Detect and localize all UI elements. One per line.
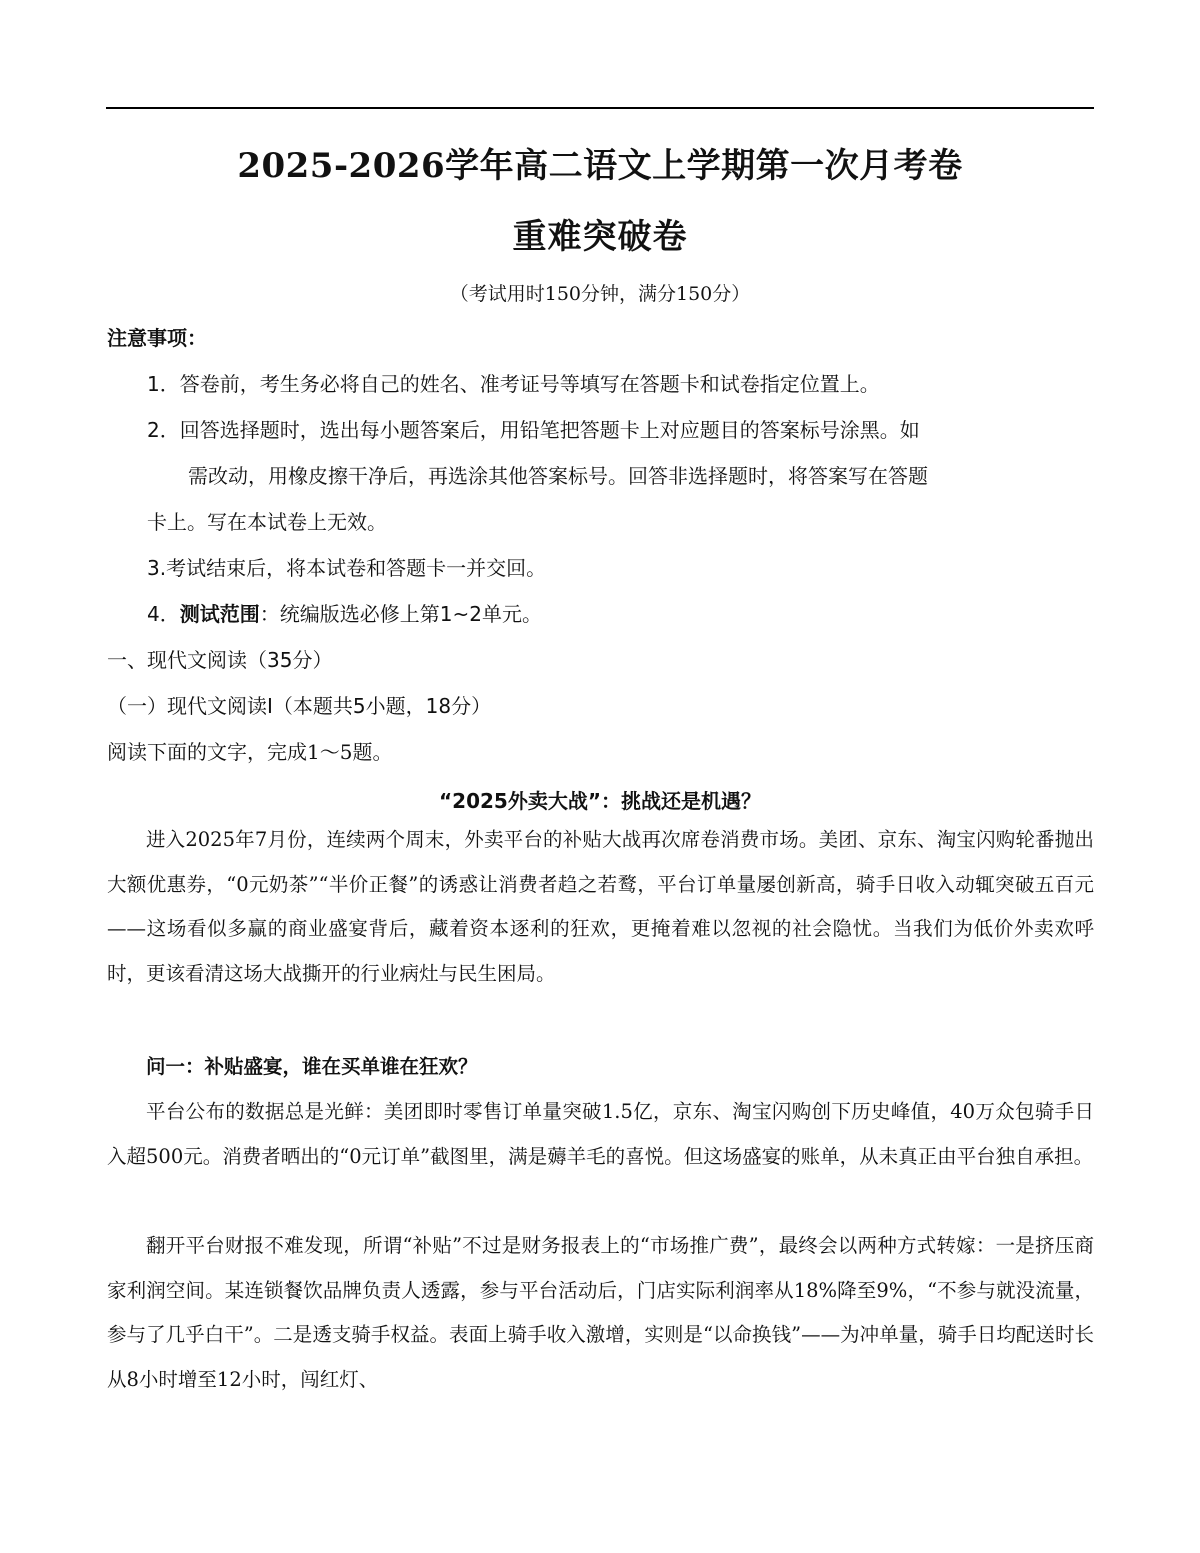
notice-item-2-line-1: 2．回答选择题时，选出每小题答案后，用铅笔把答题卡上对应题目的答案标号涂黑。如 xyxy=(147,418,920,442)
notice-item-2-line-2: 需改动，用橡皮擦干净后，再选涂其他答案标号。回答非选择题时，将答案写在答题 xyxy=(188,464,928,488)
notice-item-4-prefix: 4． xyxy=(147,602,180,626)
exam-subtitle: 重难突破卷 xyxy=(512,217,688,257)
article-subheading-1: 问一：补贴盛宴，谁在买单谁在狂欢？ xyxy=(146,1055,478,1078)
notice-item-4-label: 测试范围 xyxy=(179,602,260,626)
notice-item-4 xyxy=(147,602,542,626)
article-paragraph-2: 平台公布的数据总是光鲜：美团即时零售订单量突破1.5亿，京东、淘宝闪购创下历史峰值，40万众包骑手日入超500元。消费者晒出的“0元订单”截图里，满是薅羊毛的喜悦。但这场盛宴的账单，从未真正由平台独自承担。 xyxy=(107,1100,1094,1168)
article-title: “2025外卖大战”：挑战还是机遇？ xyxy=(439,789,761,813)
section-sub-heading: （一）现代文阅读Ⅰ（本题共5小题，18分） xyxy=(107,694,492,718)
notice-heading: 注意事项： xyxy=(107,326,207,350)
notice-item-4-text: ：统编版选必修上第1~2单元。 xyxy=(259,602,542,626)
article-paragraph-3: 翻开平台财报不难发现，所谓“补贴”不过是财务报表上的“市场推广费”，最终会以两种方式转嫁：一是挤压商家利润空间。某连锁餐饮品牌负责人透露，参与平台活动后，门店实际利润率从18%降至9%，“不参与就没流量，参与了几乎白干”。二是透支骑手权益。表面上骑手收入激增，实则是“以命换钱”——为冲单量，骑手日均配送时长从8小时增至12小时，闯红灯、 xyxy=(107,1234,1094,1391)
exam-title: 2025-2026学年高二语文上学期第一次月考卷 xyxy=(237,146,963,186)
header-rule xyxy=(106,107,1094,109)
exam-info: （考试用时150分钟，满分150分） xyxy=(449,283,751,305)
article-paragraph-1: 进入2025年7月份，连续两个周末，外卖平台的补贴大战再次席卷消费市场。美团、京东、淘宝闪购轮番抛出大额优惠券，“0元奶茶”“半价正餐”的诱惑让消费者趋之若鹜，平台订单量屡创新高，骑手日收入动辄突破五百元——这场看似多赢的商业盛宴背后，藏着资本逐利的狂欢，更掩着难以忽视的社会隐忧。当我们为低价外卖欢呼时，更该看清这场大战撕开的行业病灶与民生困局。 xyxy=(107,828,1094,985)
notice-item-1: 1．答卷前，考生务必将自己的姓名、准考证号等填写在答题卡和试卷指定位置上。 xyxy=(147,372,880,396)
section-heading: 一、现代文阅读（35分） xyxy=(107,648,333,672)
notice-item-2-line-3: 卡上。写在本试卷上无效。 xyxy=(147,510,387,534)
notice-item-3: 3.考试结束后，将本试卷和答题卡一并交回。 xyxy=(147,556,547,580)
reading-instruction: 阅读下面的文字，完成1～5题。 xyxy=(107,740,393,764)
